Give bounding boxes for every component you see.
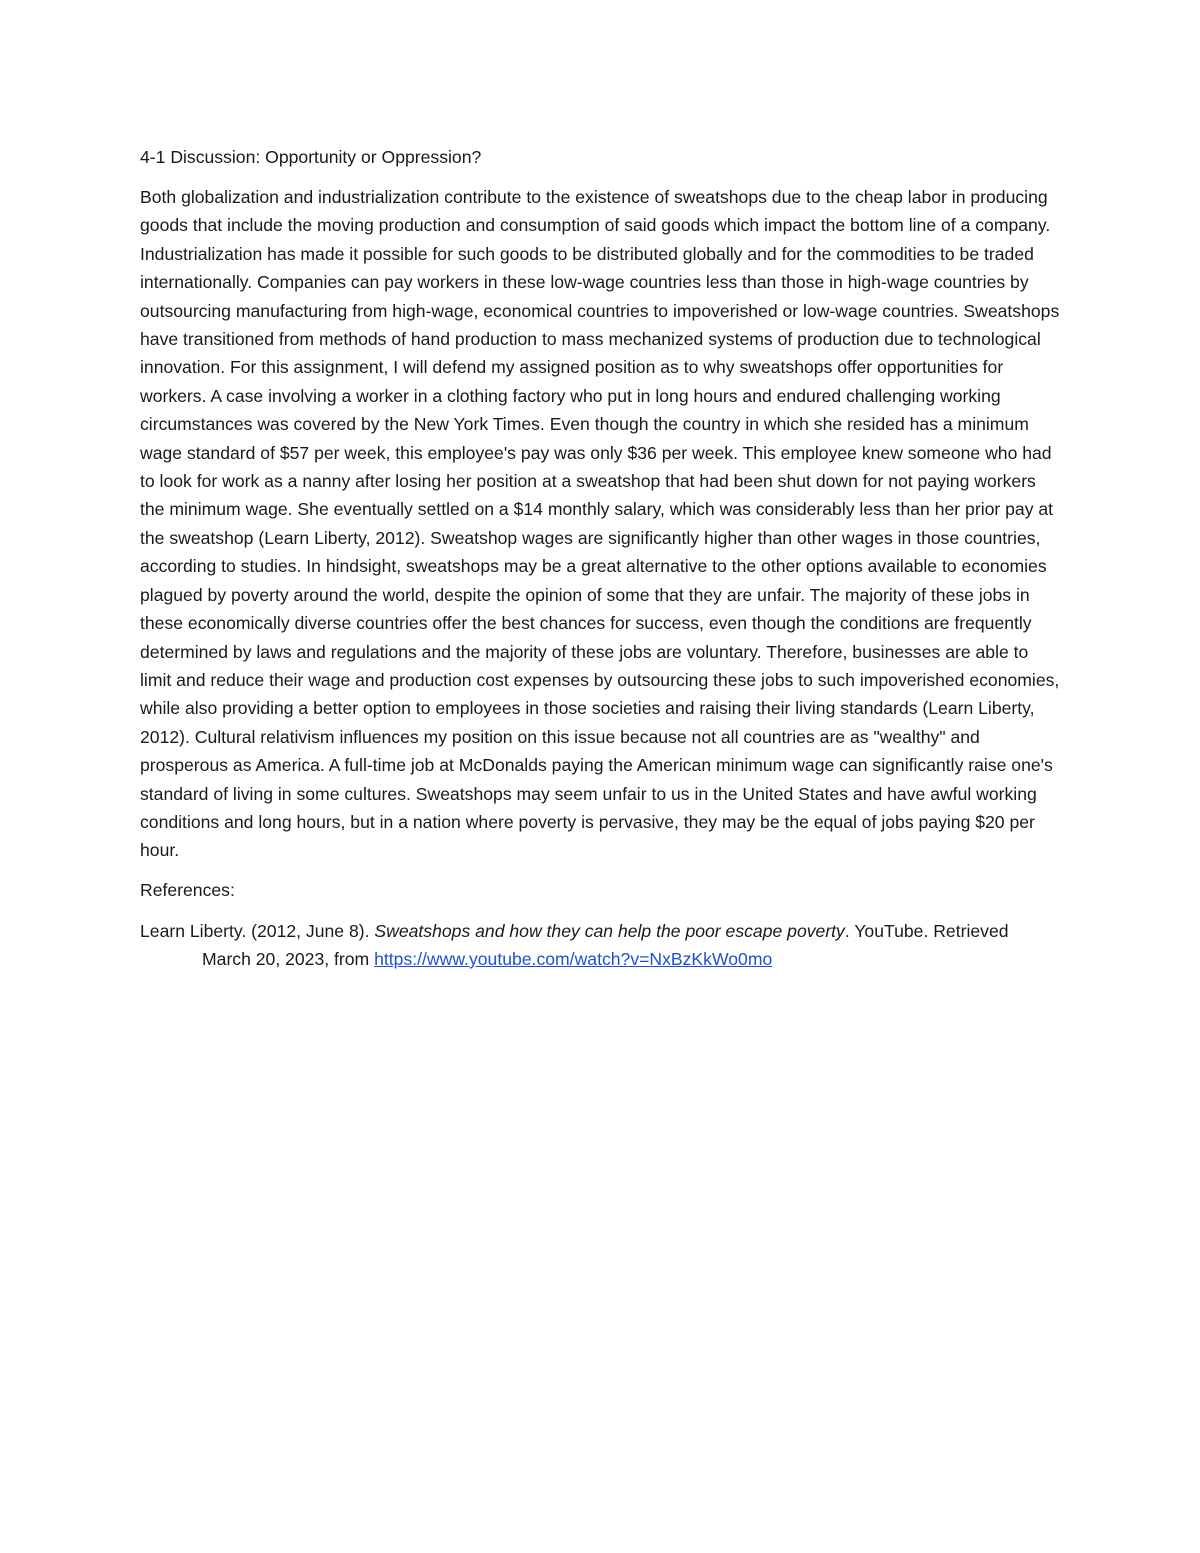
reference-author-date: Learn Liberty. (2012, June 8).: [140, 920, 375, 941]
reference-source: . YouTube. Retrieved March 20, 2023, from: [202, 920, 1009, 969]
references-heading: References:: [140, 879, 235, 900]
reference-url-link[interactable]: https://www.youtube.com/watch?v=NxBzKkWo0mo: [374, 948, 773, 969]
reference-title: Sweatshops and how they can help the poor escape poverty: [374, 920, 845, 941]
body-paragraph: Both globalization and industrialization contribute to the existence of sweatshops due to the cheap labor in producing goods that include the moving production and consumption of said goods which impact the bottom line of a company. Industrialization has made it possible for such goods to be distributed globally and for the commodities to be traded internationally. Companies can pay workers in these low-wage countries less than those in high-wage countries by outsourcing manufacturing from high-wage, economical countries to impoverished or low-wage countries. Sweatshops have transitioned from methods of hand production to mass mechanized systems of production due to technological innovation. For this assignment, I will defend my assigned position as to why sweatshops offer opportunities for workers. A case involving a worker in a clothing factory who put in long hours and endured challenging working circumstances was covered by the New York Times. Even though the country in which she resided has a minimum wage standard of $57 per week, this employee's pay was only $36 per week. This employee knew someone who had to look for work as a nanny after losing her position at a sweatshop that had been shut down for not paying workers the minimum wage. She eventually settled on a $14 monthly salary, which was considerably less than her prior pay at the sweatshop (Learn Liberty, 2012). Sweatshop wages are significantly higher than other wages in those countries, according to studies. In hindsight, sweatshops may be a great alternative to the other options available to economies plagued by poverty around the world, despite the opinion of some that they are unfair. The majority of these jobs in these economically diverse countries offer the best chances for success, even though the conditions are frequently determined by laws and regulations and the majority of these jobs are voluntary. Therefore, businesses are able to limit and reduce their wage and production cost expenses by outsourcing these jobs to such impoverished economies, while also providing a better option to employees in those societies and raising their living standards (Learn Liberty, 2012). Cultural relativism influences my position on this issue because not all countries are as "wealthy" and prosperous as America. A full-time job at McDonalds paying the American minimum wage can significantly raise one's standard of living in some cultures. Sweatshops may seem unfair to us in the United States and have awful working conditions and long hours, but in a nation where poverty is pervasive, they may be the equal of jobs paying $20 per hour.: [140, 187, 1060, 861]
document-title: 4-1 Discussion: Opportunity or Oppression?: [140, 147, 482, 167]
document-content: [140, 143, 1060, 973]
reference-entry: [140, 917, 1060, 973]
